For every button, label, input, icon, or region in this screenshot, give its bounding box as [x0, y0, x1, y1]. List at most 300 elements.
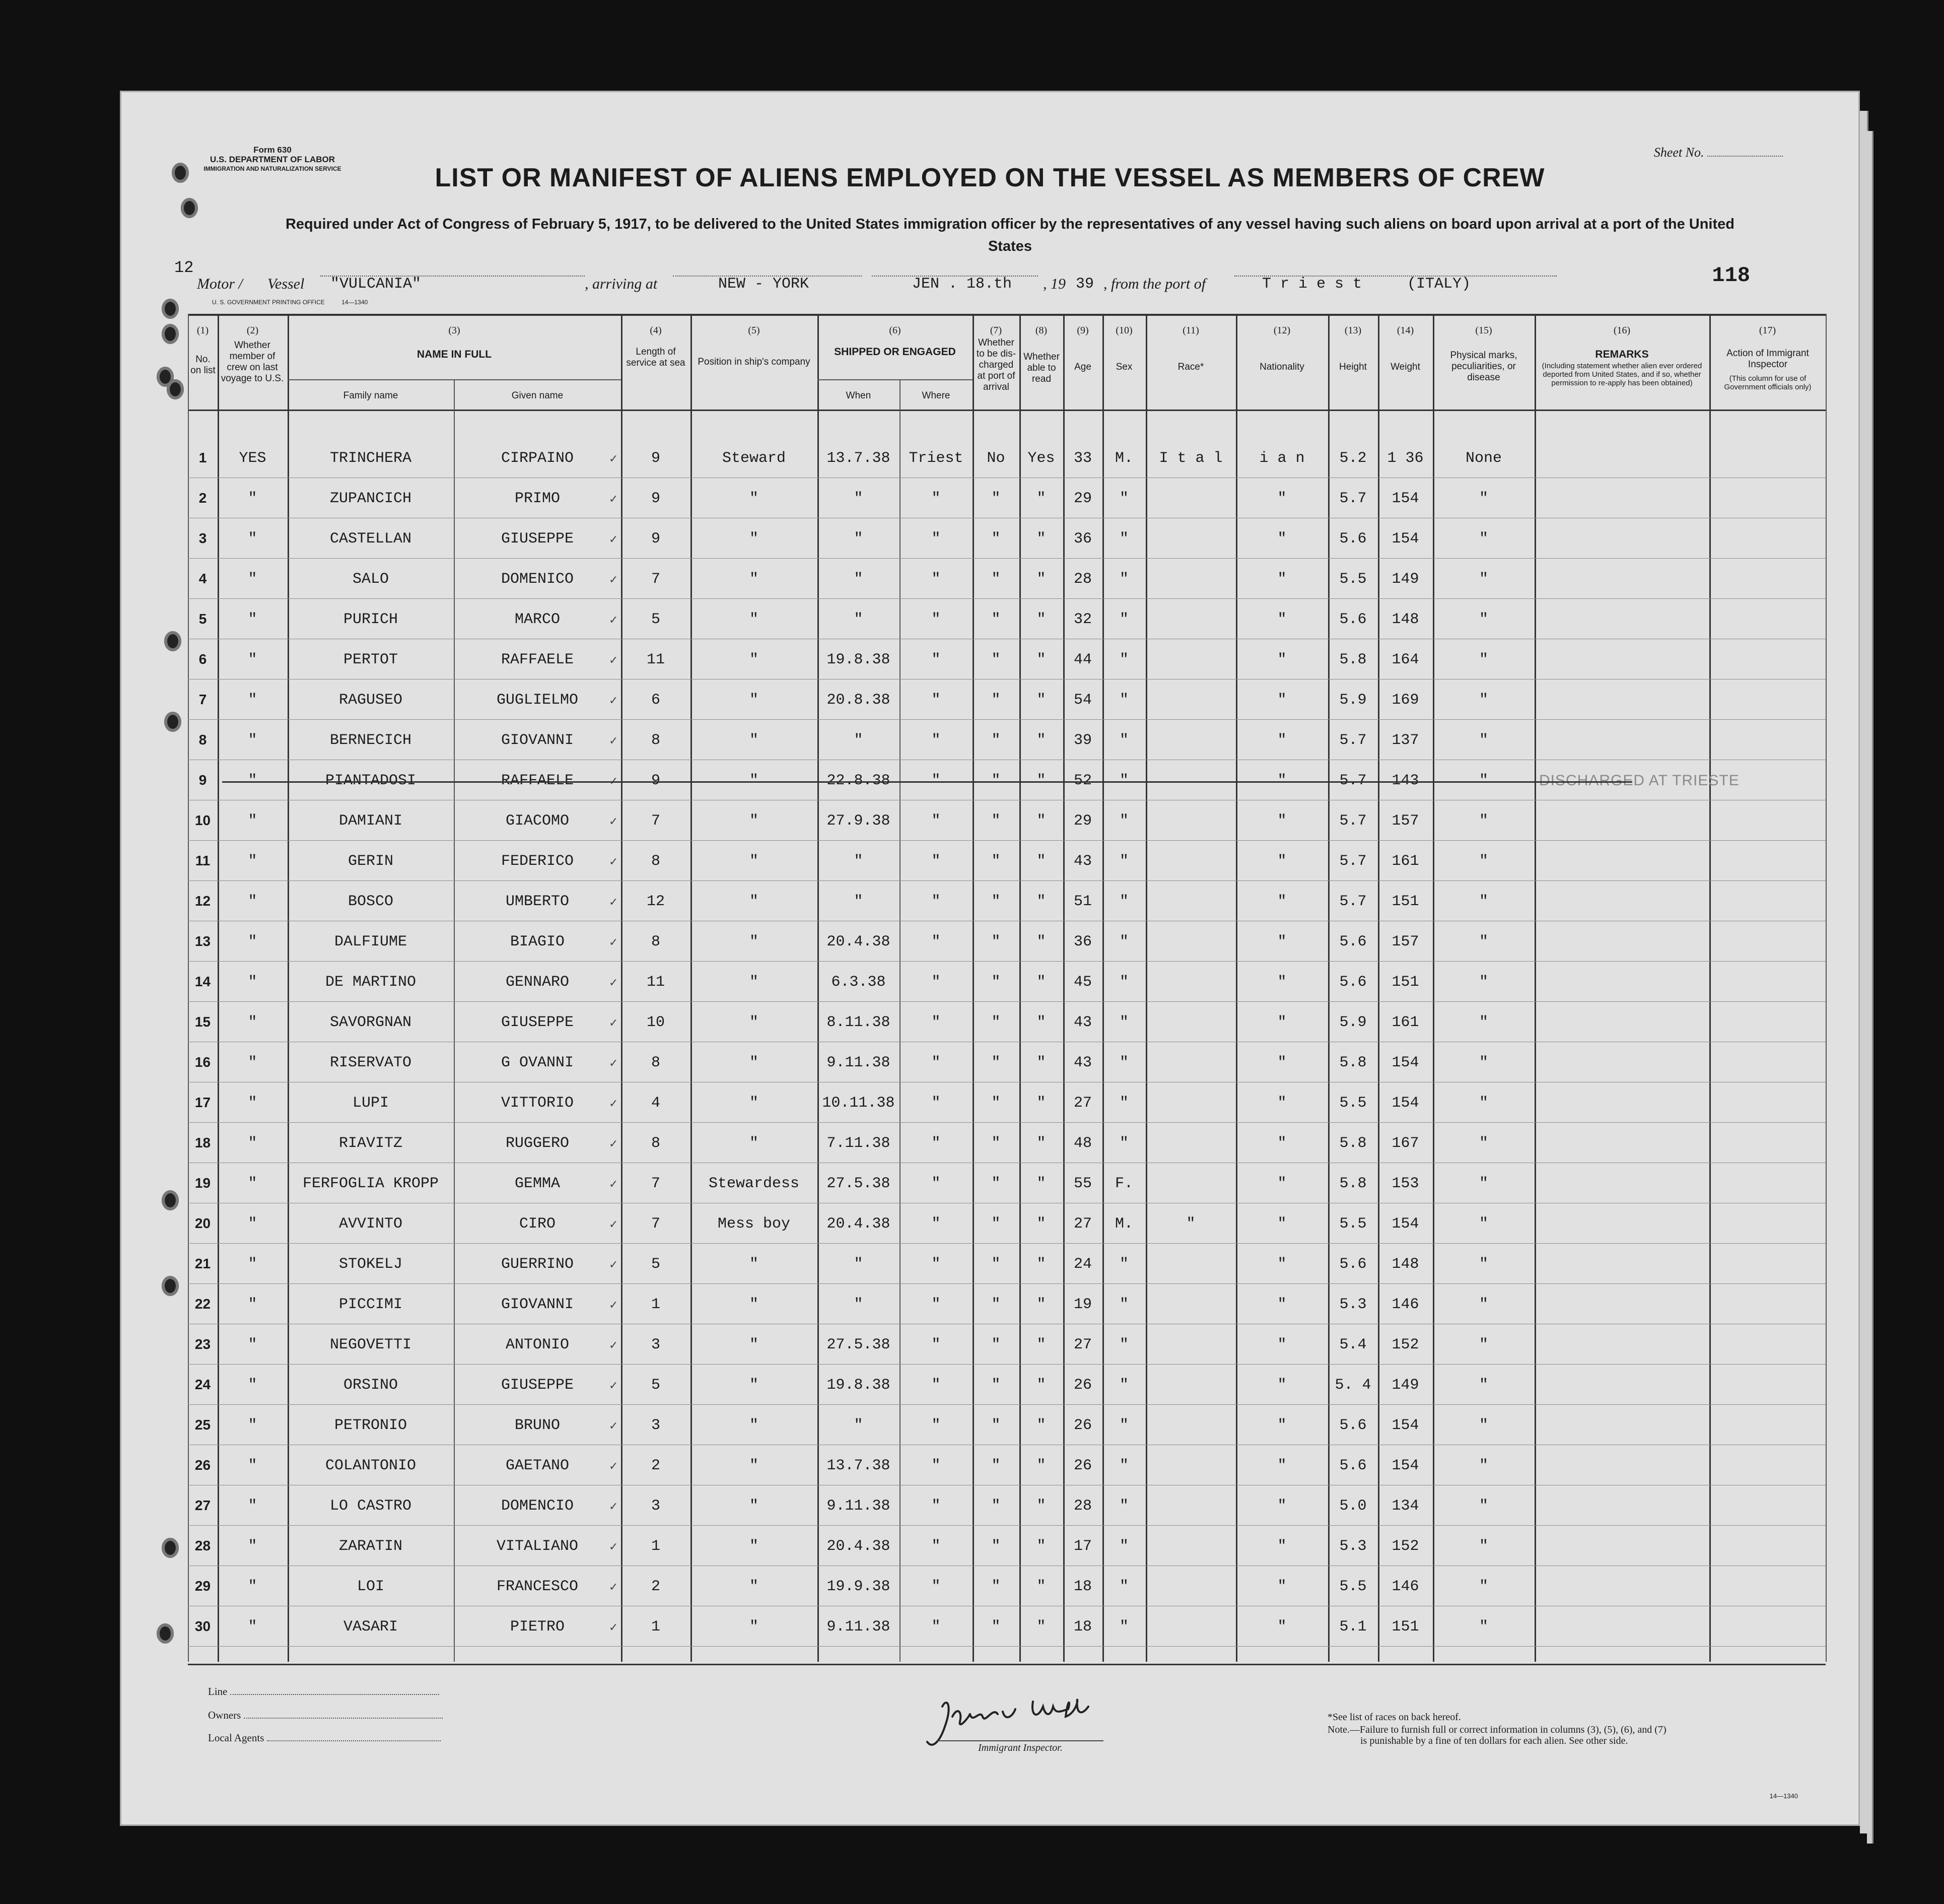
shipped-where-cell: ": [931, 1618, 941, 1636]
shipped-when-cell: 20.8.38: [826, 692, 890, 709]
shipped-when-cell: ": [854, 490, 863, 507]
physical-marks-cell: ": [1479, 853, 1488, 870]
discharged-cell: ": [991, 692, 1001, 709]
check-mark-icon: ✓: [609, 1541, 618, 1553]
local-agents-label: Local Agents: [208, 1732, 264, 1744]
check-mark-icon: ✓: [609, 896, 618, 909]
row-number-cell: 26: [194, 1457, 211, 1473]
nationality-cell: i a n: [1259, 450, 1305, 467]
age-cell: 52: [1073, 772, 1092, 789]
service-length-cell: 1: [651, 1618, 660, 1636]
age-cell: 18: [1073, 1618, 1092, 1636]
row-number-cell: 29: [194, 1578, 211, 1594]
age-cell: 44: [1073, 651, 1092, 668]
able-to-read-cell: ": [1036, 651, 1046, 668]
discharged-cell: ": [991, 1457, 1001, 1474]
discharged-cell: ": [991, 1618, 1001, 1636]
nationality-cell: ": [1277, 812, 1287, 830]
sex-cell: ": [1119, 692, 1129, 709]
age-cell: 18: [1073, 1578, 1092, 1595]
given-name-cell: GIUSEPPE: [501, 530, 574, 548]
height-cell: 5.3: [1339, 1538, 1367, 1555]
position-cell: ": [749, 1498, 758, 1515]
position-cell: ": [749, 1256, 758, 1273]
previous-voyage-cell: YES: [239, 450, 266, 467]
column-number: (7): [990, 325, 1002, 336]
given-name-cell: BIAGIO: [510, 933, 565, 950]
service-length-cell: 7: [651, 812, 660, 830]
height-cell: 5.8: [1339, 1054, 1367, 1071]
able-to-read-cell: ": [1036, 611, 1046, 628]
sex-cell: ": [1119, 772, 1129, 789]
column-number: (11): [1183, 325, 1199, 336]
height-cell: 5.5: [1339, 1215, 1367, 1233]
previous-voyage-cell: ": [248, 1336, 257, 1353]
check-mark-icon: ✓: [609, 654, 618, 667]
discharged-cell: ": [991, 1336, 1001, 1353]
shipped-where-cell: ": [931, 853, 941, 870]
age-cell: 27: [1073, 1215, 1092, 1233]
row-number-cell: 9: [198, 772, 207, 788]
shipped-when-cell: 10.11.38: [822, 1095, 895, 1112]
sex-cell: ": [1119, 1578, 1129, 1595]
shipped-when-cell: 20.4.38: [826, 1215, 890, 1233]
position-cell: ": [749, 1538, 758, 1555]
family-name-cell: RISERVATO: [329, 1054, 412, 1071]
nationality-cell: ": [1277, 732, 1287, 749]
weight-cell: 137: [1392, 732, 1419, 749]
family-name-cell: TRINCHERA: [329, 450, 412, 467]
height-cell: 5.5: [1339, 571, 1367, 588]
shipped-where-cell: ": [931, 1135, 941, 1152]
shipped-where-cell: ": [931, 692, 941, 709]
row-number-cell: 12: [194, 893, 211, 909]
discharged-cell: ": [991, 933, 1001, 950]
service-length-cell: 8: [651, 933, 660, 950]
check-mark-icon: ✓: [609, 775, 618, 788]
position-cell: ": [749, 933, 758, 950]
family-name-cell: LUPI: [352, 1095, 389, 1112]
nationality-cell: ": [1277, 1175, 1287, 1192]
weight-cell: 146: [1392, 1578, 1419, 1595]
header-remarks-note: (Including statement whether alien ever ordered deported from United States, and if so, whether permission to re-apply has been obtained): [1542, 362, 1702, 387]
previous-voyage-cell: ": [248, 1538, 257, 1555]
row-number-cell: 10: [194, 812, 211, 828]
able-to-read-cell: ": [1036, 1498, 1046, 1515]
weight-cell: 161: [1392, 853, 1419, 870]
position-cell: ": [749, 1336, 758, 1353]
discharged-cell: ": [991, 893, 1001, 910]
sheet-number-label: Sheet No.: [1653, 145, 1704, 160]
sex-cell: ": [1119, 1417, 1129, 1434]
physical-marks-cell: ": [1479, 812, 1488, 830]
discharged-cell: ": [991, 1296, 1001, 1313]
weight-cell: 146: [1392, 1296, 1419, 1313]
arrival-port: NEW - YORK: [718, 276, 809, 293]
age-cell: 17: [1073, 1538, 1092, 1555]
manifest-sheet: [120, 91, 1860, 1826]
sex-cell: ": [1119, 1538, 1129, 1555]
table-row-rule: [188, 558, 1826, 559]
weight-cell: 157: [1392, 933, 1419, 950]
sex-cell: ": [1119, 490, 1129, 507]
family-name-cell: PURICH: [343, 611, 398, 628]
able-to-read-cell: ": [1036, 1417, 1046, 1434]
check-mark-icon: ✓: [609, 695, 618, 707]
weight-cell: 154: [1392, 490, 1419, 507]
family-name-cell: ZUPANCICH: [329, 490, 412, 507]
row-number-cell: 4: [198, 571, 207, 586]
weight-cell: 143: [1392, 772, 1419, 789]
weight-cell: 164: [1392, 651, 1419, 668]
age-cell: 24: [1073, 1256, 1092, 1273]
column-number: (16): [1613, 325, 1631, 336]
physical-marks-cell: ": [1479, 974, 1488, 991]
table-row-rule: [188, 1525, 1826, 1526]
line-label: Line: [208, 1685, 228, 1697]
discharged-cell: ": [991, 1377, 1001, 1394]
position-cell: ": [749, 1054, 758, 1071]
sex-cell: ": [1119, 933, 1129, 950]
able-to-read-cell: ": [1036, 571, 1046, 588]
sex-cell: ": [1119, 1054, 1129, 1071]
discharged-cell: ": [991, 1256, 1001, 1273]
family-name-cell: VASARI: [343, 1618, 398, 1636]
given-name-cell: FEDERICO: [501, 853, 574, 870]
service-length-cell: 2: [651, 1578, 660, 1595]
weight-cell: 153: [1392, 1175, 1419, 1192]
header-discharged: Whether to be dis-charged at port of arrival: [976, 337, 1016, 392]
position-cell: ": [749, 1135, 758, 1152]
nationality-cell: ": [1277, 692, 1287, 709]
position-cell: ": [749, 1377, 758, 1394]
table-row-rule: [188, 1404, 1826, 1405]
weight-cell: 151: [1392, 974, 1419, 991]
header-no-on-list: No. on list: [190, 354, 216, 376]
sex-cell: ": [1119, 1498, 1129, 1515]
able-to-read-cell: ": [1036, 692, 1046, 709]
sex-cell: ": [1119, 1135, 1129, 1152]
physical-marks-cell: ": [1479, 611, 1488, 628]
given-name-cell: GEMMA: [514, 1175, 560, 1192]
height-cell: 5.1: [1339, 1618, 1367, 1636]
family-name-cell: LO CASTRO: [329, 1498, 412, 1515]
height-cell: 5.6: [1339, 1417, 1367, 1434]
service-length-cell: 7: [651, 571, 660, 588]
age-cell: 32: [1073, 611, 1092, 628]
arrival-year: 39: [1076, 276, 1094, 293]
previous-voyage-cell: ": [248, 1296, 257, 1313]
family-name-cell: PETRONIO: [334, 1417, 407, 1434]
check-mark-icon: ✓: [609, 815, 618, 828]
given-name-cell: MARCO: [514, 611, 560, 628]
weight-cell: 161: [1392, 1014, 1419, 1031]
weight-cell: 148: [1392, 1256, 1419, 1273]
physical-marks-cell: ": [1479, 732, 1488, 749]
binder-hole: [162, 299, 179, 319]
nationality-cell: ": [1277, 1336, 1287, 1353]
row-number-cell: 7: [198, 692, 207, 707]
departure-port: T r i e s t (ITALY): [1262, 276, 1471, 293]
nationality-cell: ": [1277, 611, 1287, 628]
check-mark-icon: ✓: [609, 1460, 618, 1473]
able-to-read-cell: ": [1036, 772, 1046, 789]
owners-field: [208, 1709, 443, 1722]
age-cell: 27: [1073, 1336, 1092, 1353]
shipped-when-cell: 7.11.38: [826, 1135, 890, 1152]
shipped-when-cell: 20.4.38: [826, 933, 890, 950]
previous-voyage-cell: ": [248, 530, 257, 548]
binder-hole: [162, 1276, 179, 1296]
family-name-cell: NEGOVETTI: [329, 1336, 412, 1353]
discharged-cell: ": [991, 812, 1001, 830]
given-name-cell: CIRO: [519, 1215, 556, 1233]
weight-cell: 151: [1392, 893, 1419, 910]
given-name-cell: DOMENCIO: [501, 1498, 574, 1515]
weight-cell: 149: [1392, 571, 1419, 588]
position-cell: Stewardess: [708, 1175, 800, 1192]
family-name-cell: DAMIANI: [338, 812, 403, 830]
shipped-where-cell: ": [931, 651, 941, 668]
able-to-read-cell: ": [1036, 853, 1046, 870]
header-inspector-action: Action of Immigrant Inspector: [1726, 348, 1809, 370]
age-cell: 26: [1073, 1377, 1092, 1394]
sex-cell: ": [1119, 1457, 1129, 1474]
previous-voyage-cell: ": [248, 772, 257, 789]
sex-cell: ": [1119, 651, 1129, 668]
age-cell: 51: [1073, 893, 1092, 910]
physical-marks-cell: ": [1479, 1336, 1488, 1353]
age-cell: 39: [1073, 732, 1092, 749]
check-mark-icon: ✓: [609, 1420, 618, 1433]
physical-marks-cell: ": [1479, 1215, 1488, 1233]
physical-marks-cell: ": [1479, 1578, 1488, 1595]
check-mark-icon: ✓: [609, 1259, 618, 1271]
position-cell: ": [749, 1618, 758, 1636]
given-name-cell: DOMENICO: [501, 571, 574, 588]
nationality-cell: ": [1277, 490, 1287, 507]
table-row-rule: [188, 1646, 1826, 1647]
service-length-cell: 11: [646, 974, 665, 991]
owners-label: Owners: [208, 1709, 241, 1721]
shipped-when-cell: 27.5.38: [826, 1175, 890, 1192]
check-mark-icon: ✓: [609, 735, 618, 747]
sex-cell: ": [1119, 1095, 1129, 1112]
weight-cell: 154: [1392, 1417, 1419, 1434]
nationality-cell: ": [1277, 1618, 1287, 1636]
height-cell: 5.6: [1339, 530, 1367, 548]
age-cell: 28: [1073, 571, 1092, 588]
physical-marks-cell: ": [1479, 1538, 1488, 1555]
shipped-where-cell: ": [931, 974, 941, 991]
row-number-cell: 6: [198, 651, 207, 667]
sheet-number-field: [1654, 145, 1783, 160]
given-name-cell: FRANCESCO: [496, 1578, 579, 1595]
previous-voyage-cell: ": [248, 692, 257, 709]
able-to-read-cell: ": [1036, 1135, 1046, 1152]
form-print-code: 14—1340: [1769, 1792, 1798, 1800]
penalty-note-line-1: Note.—Failure to furnish full or correct information in columns (3), (5), (6), and (7): [1328, 1724, 1667, 1735]
previous-voyage-cell: ": [248, 651, 257, 668]
shipped-where-cell: ": [931, 490, 941, 507]
strike-through-line: [222, 781, 1632, 783]
weight-cell: 169: [1392, 692, 1419, 709]
age-cell: 19: [1073, 1296, 1092, 1313]
able-to-read-cell: ": [1036, 1175, 1046, 1192]
check-mark-icon: ✓: [609, 614, 618, 627]
shipped-when-cell: 20.4.38: [826, 1538, 890, 1555]
table-row-rule: [188, 840, 1826, 841]
row-number-cell: 15: [194, 1014, 211, 1030]
immigrant-inspector-label: Immigrant Inspector.: [937, 1740, 1103, 1754]
able-to-read-cell: ": [1036, 1014, 1046, 1031]
given-name-cell: GENNARO: [505, 974, 570, 991]
check-mark-icon: ✓: [609, 1098, 618, 1110]
position-cell: ": [749, 974, 758, 991]
row-number-cell: 25: [194, 1417, 211, 1433]
position-cell: ": [749, 1014, 758, 1031]
given-name-cell: GIUSEPPE: [501, 1014, 574, 1031]
physical-marks-cell: ": [1479, 530, 1488, 548]
service-length-cell: 2: [651, 1457, 660, 1474]
able-to-read-cell: ": [1036, 1215, 1046, 1233]
sex-cell: M.: [1115, 1215, 1133, 1233]
nationality-cell: ": [1277, 974, 1287, 991]
column-number: (14): [1397, 325, 1414, 336]
shipped-when-cell: 27.9.38: [826, 812, 890, 830]
row-number-cell: 11: [195, 853, 211, 868]
column-line: [1709, 314, 1711, 1662]
service-length-cell: 6: [651, 692, 660, 709]
shipped-when-cell: ": [854, 1417, 863, 1434]
height-cell: 5.4: [1339, 1336, 1367, 1353]
header-shipped-or-engaged: SHIPPED OR ENGAGED: [834, 346, 956, 358]
given-name-cell: GIOVANNI: [501, 732, 574, 749]
sex-cell: ": [1119, 853, 1129, 870]
table-row-rule: [188, 880, 1826, 881]
previous-voyage-cell: ": [248, 1215, 257, 1233]
height-cell: 5.9: [1339, 692, 1367, 709]
previous-voyage-cell: ": [248, 933, 257, 950]
table-row-rule: [188, 1122, 1826, 1123]
row-number-cell: 20: [194, 1215, 211, 1231]
weight-cell: 154: [1392, 1054, 1419, 1071]
shipped-when-cell: 13.7.38: [826, 450, 890, 467]
position-cell: ": [749, 812, 758, 830]
nationality-cell: ": [1277, 530, 1287, 548]
physical-marks-cell: ": [1479, 1095, 1488, 1112]
nationality-cell: ": [1277, 1538, 1287, 1555]
shipped-where-cell: ": [931, 732, 941, 749]
year-prefix: , 19: [1043, 276, 1066, 292]
sex-cell: M.: [1115, 450, 1133, 467]
check-mark-icon: ✓: [609, 1339, 618, 1352]
binder-hole: [164, 712, 181, 732]
sex-cell: ": [1119, 611, 1129, 628]
column-line: [1535, 314, 1536, 1662]
service-length-cell: 8: [651, 853, 660, 870]
discharged-cell: ": [991, 853, 1001, 870]
header-weight: Weight: [1391, 362, 1420, 372]
physical-marks-cell: ": [1479, 490, 1488, 507]
age-cell: 43: [1073, 853, 1092, 870]
family-name-cell: STOKELJ: [338, 1256, 403, 1273]
remarks-cell: DISCHARGED AT TRIESTE: [1539, 772, 1740, 789]
nationality-cell: ": [1277, 893, 1287, 910]
service-length-cell: 5: [651, 1377, 660, 1394]
column-number: (15): [1475, 325, 1492, 336]
given-name-cell: CIRPAINO: [501, 450, 574, 467]
physical-marks-cell: ": [1479, 893, 1488, 910]
given-name-cell: GIACOMO: [505, 812, 570, 830]
service-length-cell: 12: [646, 893, 665, 910]
row-number-cell: 30: [194, 1618, 211, 1634]
height-cell: 5.7: [1339, 812, 1367, 830]
family-name-cell: GERIN: [348, 853, 393, 870]
nationality-cell: ": [1277, 853, 1287, 870]
column-number: (17): [1759, 325, 1776, 336]
physical-marks-cell: ": [1479, 651, 1488, 668]
position-cell: ": [749, 1457, 758, 1474]
position-cell: ": [749, 732, 758, 749]
shipped-where-cell: ": [931, 1095, 941, 1112]
position-cell: ": [749, 571, 758, 588]
vessel-label: Vessel: [267, 276, 305, 292]
shipped-when-cell: ": [854, 1296, 863, 1313]
position-cell: ": [749, 853, 758, 870]
service-name: IMMIGRATION AND NATURALIZATION SERVICE: [203, 165, 341, 172]
discharged-cell: ": [991, 1578, 1001, 1595]
weight-cell: 157: [1392, 812, 1419, 830]
height-cell: 5.7: [1339, 853, 1367, 870]
able-to-read-cell: ": [1036, 1618, 1046, 1636]
nationality-cell: ": [1277, 933, 1287, 950]
service-length-cell: 11: [646, 651, 665, 668]
shipped-when-cell: ": [854, 893, 863, 910]
column-number: (10): [1116, 325, 1133, 336]
sex-cell: ": [1119, 1618, 1129, 1636]
position-cell: Mess boy: [717, 1215, 791, 1233]
previous-voyage-cell: ": [248, 1618, 257, 1636]
shipped-where-cell: ": [931, 1054, 941, 1071]
nationality-cell: ": [1277, 1296, 1287, 1313]
header-physical-marks: Physical marks, peculiarities, or disease: [1450, 350, 1517, 383]
nationality-cell: ": [1277, 1417, 1287, 1434]
header-position: Position in ship's company: [698, 357, 810, 367]
check-mark-icon: ✓: [609, 856, 618, 868]
previous-voyage-cell: ": [248, 812, 257, 830]
family-name-cell: SALO: [352, 571, 389, 588]
previous-voyage-cell: ": [248, 1095, 257, 1112]
service-length-cell: 10: [646, 1014, 665, 1031]
table-row-rule: [188, 719, 1826, 720]
discharged-cell: ": [991, 1215, 1001, 1233]
family-name-cell: PERTOT: [343, 651, 398, 668]
service-length-cell: 7: [651, 1215, 660, 1233]
able-to-read-cell: ": [1036, 1095, 1046, 1112]
row-number-cell: 18: [194, 1135, 211, 1150]
age-cell: 54: [1073, 692, 1092, 709]
age-cell: 28: [1073, 1498, 1092, 1515]
check-mark-icon: ✓: [609, 1178, 618, 1191]
previous-voyage-cell: ": [248, 1256, 257, 1273]
previous-voyage-cell: ": [248, 1417, 257, 1434]
previous-voyage-cell: ": [248, 490, 257, 507]
discharged-cell: ": [991, 1135, 1001, 1152]
shipped-when-cell: ": [854, 853, 863, 870]
age-cell: 26: [1073, 1457, 1092, 1474]
given-name-cell: PIETRO: [510, 1618, 565, 1636]
